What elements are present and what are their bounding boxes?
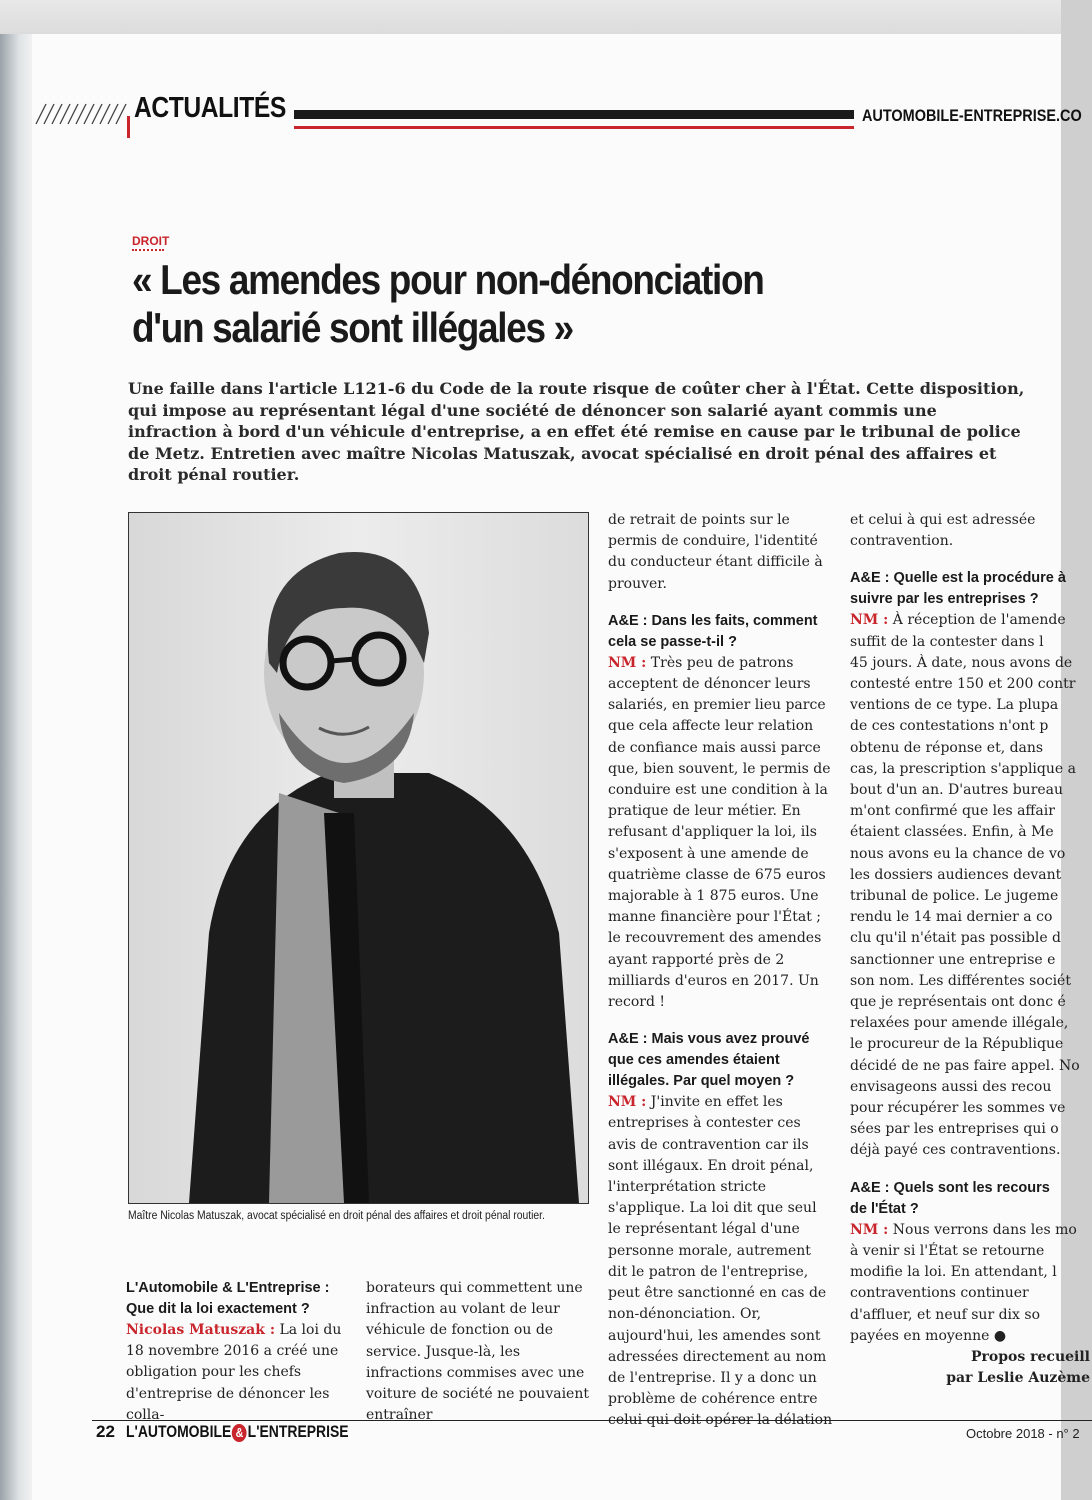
answer-4-line: déjà payé ces contraventions. bbox=[850, 1142, 1061, 1159]
text-column-2 bbox=[366, 1278, 591, 1426]
answer-4-line: sanctionner une entreprise e bbox=[850, 951, 1056, 968]
answer-4-line: cas, la prescription s'applique a bbox=[850, 760, 1076, 777]
answer-5-speaker: NM : bbox=[850, 1221, 889, 1238]
header-hatch-decoration bbox=[32, 100, 128, 126]
section-category: ACTUALITÉS bbox=[134, 92, 286, 124]
answer-4-line: de ces contestations n'ont p bbox=[850, 718, 1049, 735]
article-title bbox=[132, 256, 763, 352]
answer-4-line: tribunal de police. Le jugeme bbox=[850, 888, 1059, 905]
answer-5-line: d'affluer, et neuf sur dix so bbox=[850, 1306, 1040, 1323]
kicker-dots bbox=[132, 249, 164, 251]
text-column-4 bbox=[850, 510, 1090, 1389]
magazine-brand: L'AUTOMOBILE & L'ENTREPRISE bbox=[126, 1422, 349, 1441]
answer-4-line: le procureur de la République bbox=[850, 1036, 1064, 1053]
answer-4-line: relaxées pour amende illégale, bbox=[850, 1015, 1069, 1032]
answer-4-line: contesté entre 150 et 200 contr bbox=[850, 676, 1076, 693]
a3-line-2: contravention. bbox=[850, 533, 954, 550]
portrait-illustration bbox=[129, 513, 588, 1203]
answer-4-line: À réception de l'amende bbox=[888, 612, 1066, 629]
answer-4-line: suffit de la contester dans l bbox=[850, 633, 1044, 650]
answer-5-line: contraventions continuer bbox=[850, 1285, 1029, 1302]
header-site-name: AUTOMOBILE-ENTREPRISE.CO bbox=[862, 106, 1082, 125]
answer-5-line: modifie la loi. En attendant, l bbox=[850, 1264, 1057, 1281]
question-3: A&E : Mais vous avez prouvé que ces amendes étaient illégales. Par quel moyen ? bbox=[608, 1031, 810, 1090]
answer-3-continued bbox=[850, 510, 1090, 552]
answer-5-line: Nous verrons dans les mo bbox=[888, 1221, 1077, 1238]
answer-4-line: que je représentais ont donc é bbox=[850, 994, 1066, 1011]
answer-5-line: payées en moyenne ● bbox=[850, 1327, 1007, 1344]
answer-4-line: rendu le 14 mai dernier a co bbox=[850, 909, 1053, 926]
answer-4-line: m'ont confirmé que les affair bbox=[850, 803, 1055, 820]
article-lead: Une faille dans l'article L121-6 du Code de la route risque de coûter cher à l'État. Cette disposition, qui impose au représentant légal d'une société de dénoncer son salarié ayant commis une infraction à bord d'un véhicule d'entreprise, a en effet été remise en cause par le tribunal de police de Metz. Entretien avec maître Nicolas Matuszak, avocat spécialisé en droit pénal des affaires et droit pénal routier. bbox=[128, 379, 1025, 484]
title-line-1: « Les amendes pour non-dénonciation bbox=[132, 256, 764, 303]
answer-1-part-3: de retrait de points sur le permis de conduire, l'identité du conducteur étant difficile à prouver. bbox=[608, 512, 823, 592]
question-2: A&E : Dans les faits, comment cela se passe-t-il ? bbox=[608, 612, 818, 650]
question-4: A&E : Quelle est la procédure à suivre par les entreprises ? bbox=[850, 570, 1066, 608]
article-kicker: DROIT bbox=[132, 234, 170, 248]
a3-line-1: et celui à qui est adressée bbox=[850, 512, 1036, 528]
answer-1-part-2: borateurs qui commettent une infraction au volant de leur véhicule de fonction ou de service. Jusque-là, les infractions commises avec une voiture de société ne pouvaient entraîner bbox=[366, 1280, 589, 1424]
answer-4-line: envisageons aussi des recou bbox=[850, 1078, 1052, 1095]
answer-4-line: les dossiers audiences devant bbox=[850, 866, 1062, 883]
answer-4 bbox=[850, 610, 1090, 1161]
issue-date: Octobre 2018 - n° 2 bbox=[966, 1426, 1080, 1441]
scan-top-edge bbox=[0, 0, 1061, 34]
photo-caption: Maître Nicolas Matuszak, avocat spécialisé en droit pénal des affaires et droit pénal routier. bbox=[128, 1210, 545, 1222]
text-column-1 bbox=[126, 1278, 351, 1426]
answer-4-line: pour récupérer les sommes ve bbox=[850, 1100, 1066, 1117]
byline-line-1: Propos recueill bbox=[971, 1348, 1090, 1365]
answer-5-line: à venir si l'État se retourne bbox=[850, 1242, 1045, 1259]
brand-ampersand-logo: & bbox=[232, 1424, 247, 1442]
question-5: A&E : Quels sont les recours de l'État ? bbox=[850, 1179, 1050, 1217]
page-number: 22 bbox=[96, 1422, 115, 1441]
answer-4-line: 45 jours. À date, nous avons de bbox=[850, 654, 1073, 671]
answer-1-part-1: La loi du 18 novembre 2016 a créé une obligation pour les chefs d'entreprise de dénoncer les colla- bbox=[126, 1322, 342, 1423]
magazine-page bbox=[32, 34, 1090, 1500]
answer-4-line: sées par les entreprises qui o bbox=[850, 1121, 1059, 1138]
header-red-line bbox=[294, 126, 854, 129]
answer-4-line: son nom. Les différentes sociét bbox=[850, 972, 1071, 989]
answer-2: Très peu de patrons acceptent de dénoncer leurs salariés, en premier lieu parce que cela affecte leur relation de confiance mais aussi parce que, bien souvent, le permis de conduire est une condition à la pratique de leur métier. En refusant d'appliquer la loi, ils s'exposent à une amende de quatrième classe de 675 euros majorable à 1 875 euros. Une manne financière pour l'État ; le recouvrement des amendes ayant rapporté près de 2 milliards d'euros en 2017. Un record ! bbox=[608, 654, 831, 1011]
portrait-photo bbox=[128, 512, 589, 1204]
byline-line-2: par Leslie Auzème bbox=[946, 1370, 1090, 1387]
answer-4-line: décidé de ne pas faire appel. No bbox=[850, 1057, 1080, 1074]
answer-4-line: clu qu'il n'était pas possible d bbox=[850, 930, 1062, 947]
answer-4-line: ventions de ce type. La plupa bbox=[850, 697, 1059, 714]
footer-rule bbox=[92, 1420, 1092, 1421]
header-red-accent bbox=[127, 116, 130, 138]
answer-4-line: étaient classées. Enfin, à Me bbox=[850, 824, 1054, 841]
magazine-spine bbox=[0, 34, 32, 1500]
answer-5 bbox=[850, 1220, 1090, 1347]
answer-3: J'invite en effet les entreprises à contester ces avis de contravention car ils sont illégaux. En droit pénal, l'interprétation stricte s'applique. La loi dit que seul le représentant légal d'une personne morale, autrement dit le patron de l'entreprise, peut être sanctionné en cas de non-dénonciation. Or, aujourd'hui, les amendes sont adressées directement au nom de l'entreprise. Il y a donc un problème de cohérence entre celui qui doit opérer la délation bbox=[608, 1094, 833, 1429]
answer-1-speaker: Nicolas Matuszak : bbox=[126, 1322, 275, 1338]
answer-4-line: obtenu de réponse et, dans bbox=[850, 739, 1044, 756]
answer-4-line: bout d'un an. D'autres bureau bbox=[850, 782, 1064, 799]
title-line-2: d'un salarié sont illégales » bbox=[132, 304, 573, 351]
answer-3-speaker: NM : bbox=[608, 1094, 647, 1111]
answer-2-speaker: NM : bbox=[608, 654, 647, 671]
question-1: L'Automobile & L'Entreprise : Que dit la loi exactement ? bbox=[126, 1280, 330, 1317]
answer-4-speaker: NM : bbox=[850, 612, 889, 629]
header-black-bar bbox=[294, 110, 854, 119]
text-column-3 bbox=[608, 510, 833, 1432]
answer-4-line: nous avons eu la chance de vo bbox=[850, 845, 1066, 862]
